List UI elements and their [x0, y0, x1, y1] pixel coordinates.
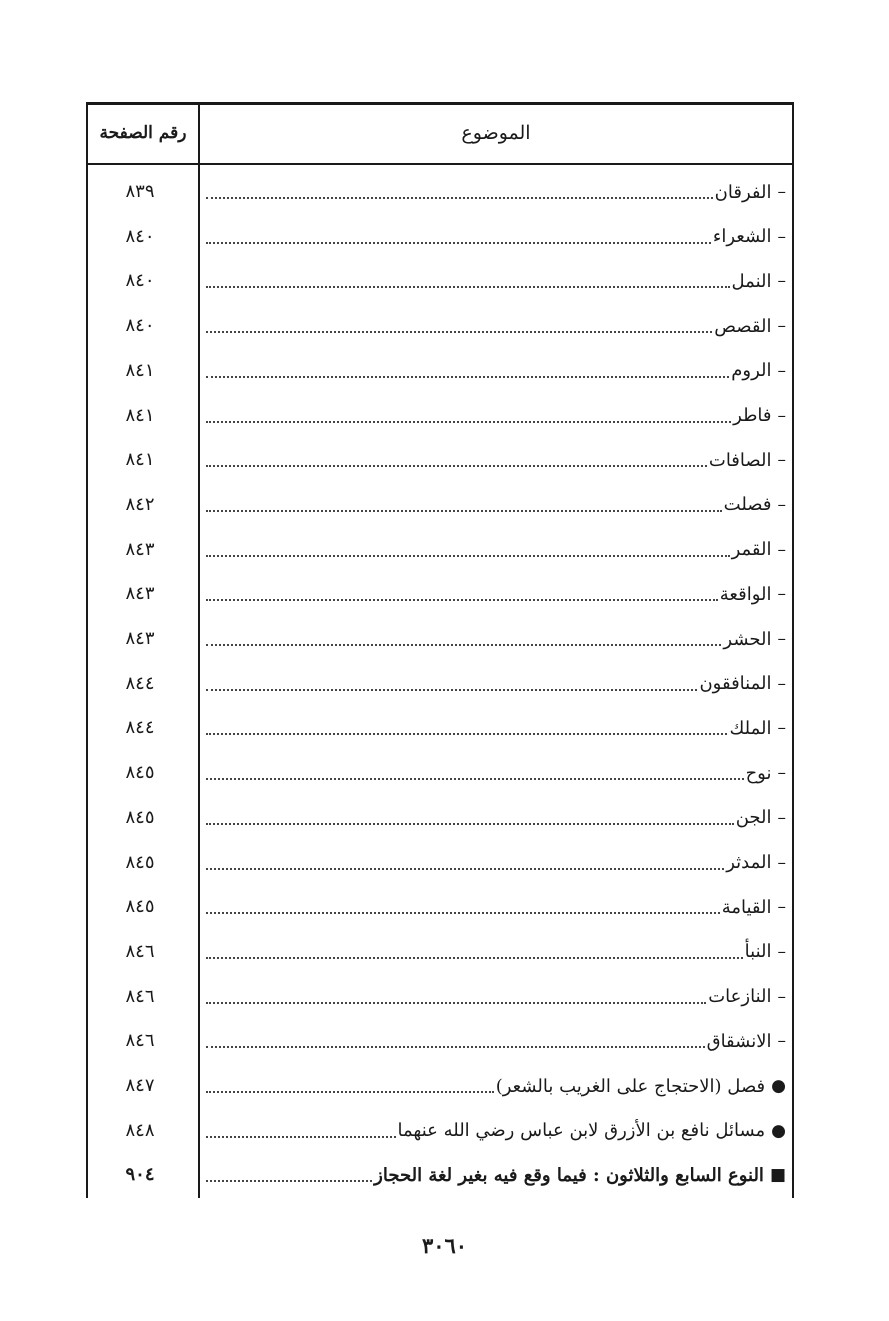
toc-entry	[206, 706, 786, 750]
entry-title: الروم	[731, 360, 772, 382]
entry-page-number: ٨٤٤	[125, 672, 155, 694]
entry-page-number: ٨٤١	[125, 359, 155, 381]
entry-title: نوح	[745, 762, 772, 784]
entry-page-number: ٨٤١	[125, 449, 155, 471]
toc-row	[0, 170, 889, 215]
dot-leader	[206, 733, 727, 735]
entry-marker: –	[777, 807, 786, 828]
entry-title: الانشقاق	[706, 1030, 772, 1052]
dot-leader	[206, 286, 730, 288]
entry-page-number: ٨٣٩	[125, 181, 155, 202]
toc-entry	[206, 975, 786, 1019]
entry-marker: –	[777, 897, 786, 918]
entry-title: المنافقون	[699, 673, 772, 695]
dot-leader	[206, 778, 744, 780]
toc-row	[0, 885, 889, 930]
dot-leader	[206, 331, 712, 333]
entry-title: مسائل نافع بن الأزرق لابن عباس رضي الله عنهما	[397, 1120, 766, 1142]
entry-title: القصص	[714, 315, 772, 337]
toc-entry	[206, 572, 786, 616]
entry-marker: ●	[771, 1076, 786, 1096]
entry-title: الفرقان	[714, 181, 772, 203]
toc-row	[0, 349, 889, 394]
dot-leader	[206, 555, 730, 557]
entry-marker: –	[777, 405, 786, 426]
entry-marker: –	[777, 852, 786, 873]
entry-page-number: ٨٤٠	[125, 315, 155, 337]
entry-title: الجن	[735, 807, 772, 829]
entry-page-number: ٨٤٥	[125, 896, 155, 918]
entry-marker: ●	[771, 1120, 786, 1141]
entry-marker: –	[777, 316, 786, 337]
dot-leader	[206, 1046, 705, 1048]
entry-title: النبأ	[744, 941, 772, 963]
toc-row	[0, 483, 889, 528]
dot-leader	[206, 421, 731, 423]
toc-row	[0, 1109, 889, 1154]
toc-row	[0, 617, 889, 662]
entry-marker: –	[777, 539, 786, 560]
toc-entry	[206, 930, 786, 974]
toc-entry	[206, 885, 786, 929]
entry-page-number: ٨٤٦	[125, 1030, 155, 1052]
entry-title: فصلت	[723, 494, 772, 516]
dot-leader	[206, 823, 734, 825]
toc-row	[0, 841, 889, 886]
toc-row	[0, 438, 889, 483]
entry-title: الملك	[729, 717, 772, 739]
toc-entry	[206, 841, 786, 885]
toc-entry	[206, 394, 786, 438]
dot-leader	[206, 242, 711, 244]
entry-page-number: ٨٤٥	[125, 762, 155, 784]
entry-page-number: ٨٤٦	[125, 940, 155, 962]
dot-leader	[206, 599, 718, 601]
entry-page-number: ٨٤٥	[125, 851, 155, 873]
entry-marker: –	[777, 1031, 786, 1052]
table-top-rule	[86, 102, 794, 105]
toc-row	[0, 751, 889, 796]
toc-entry	[206, 796, 786, 840]
entry-marker: –	[777, 763, 786, 784]
toc-entry	[206, 304, 786, 348]
entry-title: الواقعة	[719, 583, 772, 605]
entry-title: القيامة	[721, 896, 772, 918]
entry-title: فاطر	[733, 405, 772, 426]
toc-row	[0, 662, 889, 707]
entry-marker: –	[777, 271, 786, 292]
dot-leader	[206, 957, 743, 959]
toc-entry	[206, 617, 786, 661]
entry-page-number: ٨٤٠	[125, 225, 155, 247]
page-number-column-header: رقم الصفحة	[99, 123, 187, 143]
dot-leader	[206, 197, 713, 199]
entry-page-number: ٨٤١	[125, 404, 155, 426]
entry-page-number: ٨٤٧	[125, 1075, 155, 1096]
toc-row	[0, 528, 889, 573]
toc-row	[0, 930, 889, 975]
entry-page-number: ٨٤٣	[125, 628, 155, 649]
entry-title: الشعراء	[712, 226, 772, 248]
toc-entry	[206, 1019, 786, 1063]
toc-entry	[206, 528, 786, 572]
toc-row	[0, 975, 889, 1020]
entry-page-number: ٨٤٢	[125, 493, 155, 515]
entry-title: المدثر	[726, 852, 772, 873]
toc-entry	[206, 349, 786, 393]
entry-marker: –	[777, 584, 786, 605]
dot-leader	[206, 376, 729, 378]
dot-leader	[206, 912, 720, 914]
topic-column-header: الموضوع	[461, 122, 531, 144]
toc-entry	[206, 259, 786, 303]
entry-title: القمر	[731, 539, 772, 561]
toc-row	[0, 706, 889, 751]
entry-marker: ■	[769, 1165, 786, 1186]
entry-marker: –	[777, 718, 786, 739]
entry-marker: –	[777, 450, 786, 471]
dot-leader	[206, 644, 721, 646]
toc-entry	[206, 751, 786, 795]
entry-page-number: ٨٤٨	[125, 1119, 155, 1141]
entry-title: الصافات	[708, 449, 772, 471]
dot-leader	[206, 1002, 706, 1004]
page-folio: ٣٠٦٠	[421, 1233, 468, 1258]
entry-marker: –	[777, 941, 786, 962]
entry-marker: –	[777, 673, 786, 694]
entry-title: النوع السابع والثلاثون : فيما وقع فيه بغير لغة الحجاز	[374, 1164, 764, 1186]
entry-marker: –	[777, 494, 786, 515]
toc-entry	[206, 170, 786, 214]
entry-title: النازعات	[708, 986, 772, 1008]
toc-row	[0, 572, 889, 617]
toc-entry	[206, 1153, 786, 1197]
entry-title: النمل	[731, 270, 772, 292]
entry-title: الحشر	[723, 628, 772, 650]
entry-marker: –	[777, 182, 786, 202]
toc-row	[0, 1153, 889, 1198]
entry-page-number: ٨٤٤	[125, 717, 155, 739]
entry-page-number: ٨٤٥	[125, 806, 155, 828]
dot-leader	[206, 1136, 396, 1138]
toc-row	[0, 394, 889, 439]
table-header-rule	[86, 163, 794, 165]
entry-page-number: ٨٤٣	[125, 583, 155, 605]
entry-page-number: ٨٤٦	[125, 985, 155, 1007]
dot-leader	[206, 1180, 372, 1182]
toc-row	[0, 259, 889, 304]
toc-row	[0, 796, 889, 841]
toc-row	[0, 304, 889, 349]
toc-row	[0, 215, 889, 260]
entry-page-number: ٨٤٠	[125, 270, 155, 292]
toc-entry	[206, 1109, 786, 1153]
toc-entry	[206, 1064, 786, 1108]
entry-page-number: ٨٤٣	[125, 538, 155, 560]
entry-page-number: ٩٠٤	[125, 1164, 155, 1186]
toc-entry	[206, 483, 786, 527]
toc-entry	[206, 438, 786, 482]
dot-leader	[206, 868, 724, 870]
dot-leader	[206, 465, 707, 467]
toc-row	[0, 1064, 889, 1109]
entry-marker: –	[777, 629, 786, 649]
toc-entry	[206, 215, 786, 259]
entry-marker: –	[777, 226, 786, 247]
toc-entry	[206, 662, 786, 706]
entry-title: فصل (الاحتجاج على الغريب بالشعر)	[495, 1075, 766, 1097]
entry-marker: –	[777, 360, 786, 381]
dot-leader	[206, 1091, 494, 1093]
dot-leader	[206, 510, 722, 512]
dot-leader	[206, 689, 697, 691]
toc-row	[0, 1019, 889, 1064]
entry-marker: –	[777, 986, 786, 1007]
